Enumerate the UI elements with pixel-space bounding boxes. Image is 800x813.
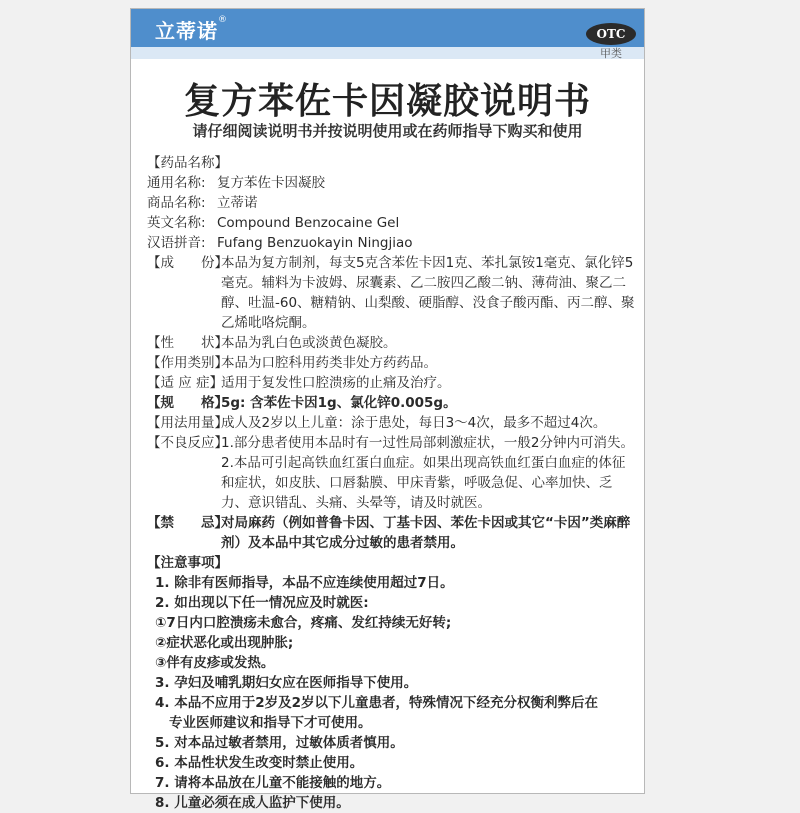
notice-item: 7. 请将本品放在儿童不能接触的地方。 <box>155 775 391 791</box>
notice-section <box>147 553 637 813</box>
notice-subitem: ②症状恶化或出现肿胀; <box>155 635 294 651</box>
trade-name-label: 商品名称: <box>147 195 206 211</box>
english-name-value: Compound Benzocaine Gel <box>217 215 400 231</box>
notice-item: 4. 本品不应用于2岁及2岁以下儿童患者，特殊情况下经充分权衡利弊后在 <box>155 695 599 711</box>
field-category <box>147 353 637 373</box>
section-notice: 【注意事项】 <box>147 555 228 571</box>
english-name-row <box>147 213 637 233</box>
field-specification <box>147 393 637 413</box>
field-appearance <box>147 333 637 353</box>
field-label: 【成 份】 <box>147 255 228 271</box>
generic-name-value: 复方苯佐卡因凝胶 <box>217 175 325 191</box>
notice-item: 3. 孕妇及哺乳期妇女应在医师指导下使用。 <box>155 675 418 691</box>
notice-item: 1. 除非有医师指导，本品不应连续使用超过7日。 <box>155 575 454 591</box>
leaflet <box>130 8 645 811</box>
notice-item: 5. 对本品过敏者禁用，过敏体质者慎用。 <box>155 735 404 751</box>
field-label: 【适 应 症】 <box>147 375 224 391</box>
generic-name-row <box>147 173 637 193</box>
pinyin-name-label: 汉语拼音: <box>147 235 206 251</box>
document-title: 复方苯佐卡因凝胶说明书 <box>183 81 591 122</box>
field-label: 【不良反应】 <box>147 435 228 451</box>
notice-item: 6. 本品性状发生改变时禁止使用。 <box>155 755 364 771</box>
field-value: 5g: 含苯佐卡因1g、氯化锌0.005g。 <box>221 395 457 411</box>
field-adverse-reactions <box>147 433 637 513</box>
field-value: 本品为乳白色或淡黄色凝胶。 <box>221 335 397 351</box>
field-value: 成人及2岁以上儿童：涂于患处，每日3～4次，最多不超过4次。 <box>221 415 607 431</box>
document-subtitle: 请仔细阅读说明书并按说明使用或在药师指导下购买和使用 <box>192 122 583 140</box>
field-value: 本品为复方制剂，每支5克含苯佐卡因1克、苯扎氯铵1毫克、氯化锌5毫克。辅料为卡波姆、尿囊素、乙二胺四乙酸二钠、薄荷油、聚乙二醇、吐温-60、糖精钠、山梨酸、硬脂醇、没食子酸丙酯、丙二醇、聚乙烯吡咯烷酮。 <box>221 255 635 331</box>
field-label: 【规 格】 <box>147 395 228 411</box>
english-name-label: 英文名称: <box>147 215 206 231</box>
registered-mark: ® <box>218 15 228 25</box>
field-indications <box>147 373 637 393</box>
field-dosage <box>147 413 637 433</box>
header-band-light <box>131 47 644 59</box>
field-label: 【禁 忌】 <box>147 515 228 531</box>
otc-label: OTC <box>586 23 636 45</box>
notice-subitem: ①7日内口腔溃疡未愈合，疼痛、发红持续无好转; <box>155 615 452 631</box>
otc-badge <box>580 23 642 61</box>
trade-name-value: 立蒂诺 <box>217 195 258 211</box>
field-value: 对局麻药（例如普鲁卡因、丁基卡因、苯佐卡因或其它“卡因”类麻醉剂）及本品中其它成分过敏的患者禁用。 <box>221 515 631 551</box>
notice-item: 2. 如出现以下任一情况应及时就医: <box>155 595 369 611</box>
content <box>147 153 637 813</box>
notice-item: 8. 儿童必须在成人监护下使用。 <box>155 795 350 811</box>
field-label: 【用法用量】 <box>147 415 228 431</box>
field-value: 本品为口腔科用药类非处方药药品。 <box>221 355 437 371</box>
section-drug-name: 【药品名称】 <box>147 155 228 171</box>
generic-name-label: 通用名称: <box>147 175 206 191</box>
field-composition <box>147 253 637 333</box>
field-value: 适用于复发性口腔溃疡的止痛及治疗。 <box>221 375 451 391</box>
pinyin-name-row <box>147 233 637 253</box>
field-label: 【性 状】 <box>147 335 228 351</box>
pinyin-name-value: Fufang Benzuokayin Ningjiao <box>217 235 413 251</box>
field-label: 【作用类别】 <box>147 355 228 371</box>
brand-name: 立蒂诺 <box>155 19 218 43</box>
notice-item-continued: 专业医师建议和指导下才可使用。 <box>169 715 372 731</box>
field-contraindications <box>147 513 637 553</box>
trade-name-row <box>147 193 637 213</box>
field-value: 1.部分患者使用本品时有一过性局部刺激症状，一般2分钟内可消失。2.本品可引起高铁血红蛋白血症。如果出现高铁血红蛋白血症的体征和症状，如皮肤、口唇黏膜、甲床青紫，呼吸急促、心率加快、乏力、意识错乱、头痛、头晕等，请及时就医。 <box>221 435 634 511</box>
otc-class: 甲类 <box>600 47 622 60</box>
notice-subitem: ③伴有皮疹或发热。 <box>155 655 275 671</box>
brand-logo <box>155 15 228 44</box>
